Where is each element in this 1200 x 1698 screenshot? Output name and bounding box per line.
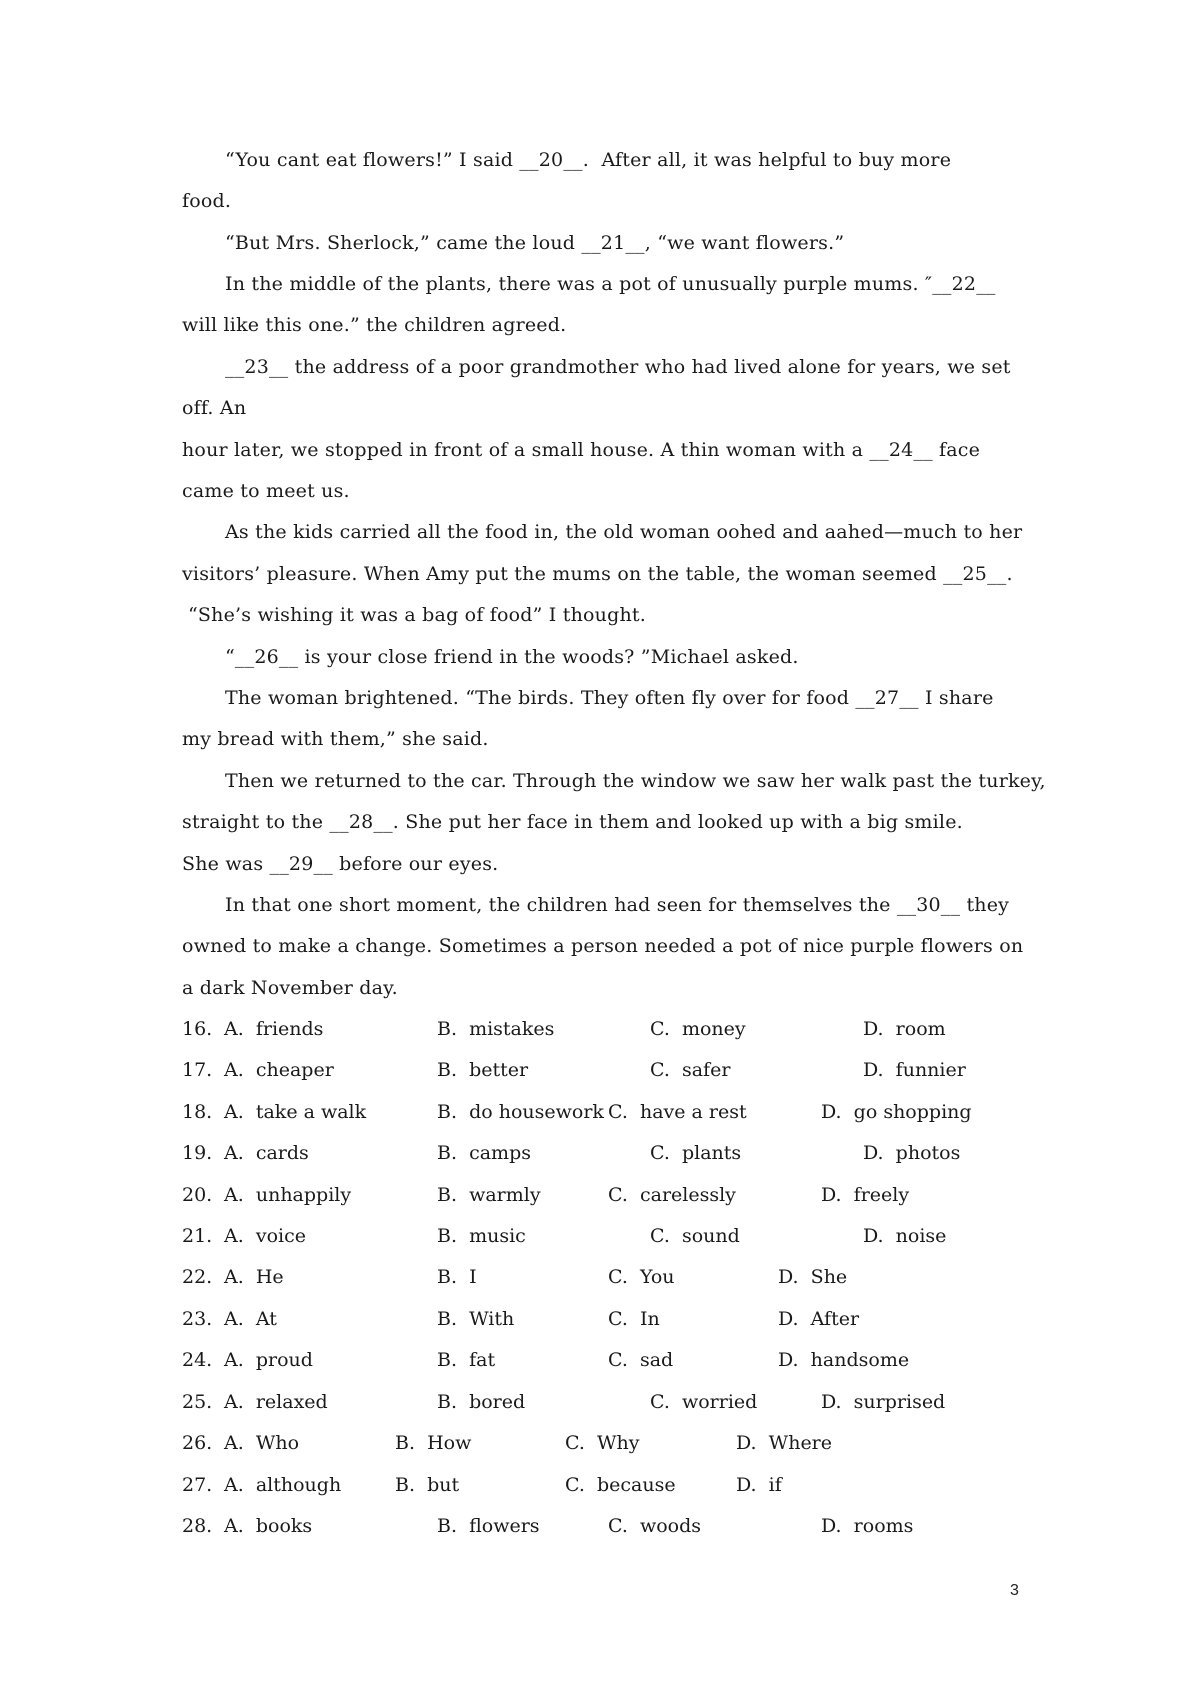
question-number: 24. xyxy=(182,1349,213,1371)
option-d: D. freely xyxy=(821,1184,910,1206)
question-number: 26. xyxy=(182,1432,213,1454)
option-d: D. photos xyxy=(863,1142,961,1164)
option-c: C. sound xyxy=(650,1225,740,1247)
option-a: A. although xyxy=(224,1474,342,1496)
question-number: 19. xyxy=(182,1142,213,1164)
option-a: A. unhappily xyxy=(224,1184,352,1206)
option-c: C. Why xyxy=(565,1432,640,1454)
option-b: B. I xyxy=(437,1266,477,1288)
passage-line: straight to the __28__. She put her face in them and looked up with a big smile. xyxy=(182,811,963,833)
passage-line: hour later, we stopped in front of a small house. A thin woman with a __24__ face xyxy=(182,439,981,461)
option-b: B. warmly xyxy=(437,1184,541,1206)
option-a: A. He xyxy=(224,1266,284,1288)
question-number: 16. xyxy=(182,1018,213,1040)
question-number: 20. xyxy=(182,1184,213,1206)
option-c: C. In xyxy=(608,1308,660,1330)
option-d: D. surprised xyxy=(821,1391,946,1413)
passage-line: She was __29__ before our eyes. xyxy=(182,853,499,875)
option-c: C. because xyxy=(565,1474,676,1496)
option-d: D. if xyxy=(736,1474,782,1496)
passage-line: __23__ the address of a poor grandmother who had lived alone for years, we set xyxy=(225,356,1011,378)
option-b: B. fat xyxy=(437,1349,496,1371)
option-c: C. plants xyxy=(650,1142,742,1164)
option-d: D. room xyxy=(863,1018,946,1040)
option-b: B. camps xyxy=(437,1142,531,1164)
option-b: B. mistakes xyxy=(437,1018,555,1040)
option-b: B. With xyxy=(437,1308,515,1330)
passage-line: will like this one.” the children agreed. xyxy=(182,314,567,336)
option-row xyxy=(182,1382,1027,1424)
option-row xyxy=(182,1216,1027,1258)
option-d: D. funnier xyxy=(863,1059,966,1081)
option-d: D. noise xyxy=(863,1225,947,1247)
passage-line: “But Mrs. Sherlock,” came the loud __21__, “we want flowers.” xyxy=(225,232,845,254)
question-number: 21. xyxy=(182,1225,213,1247)
option-row xyxy=(182,1299,1027,1341)
question-number: 28. xyxy=(182,1515,213,1537)
option-c: C. worried xyxy=(650,1391,758,1413)
option-a: A. voice xyxy=(224,1225,306,1247)
option-d: D. Where xyxy=(736,1432,833,1454)
option-row xyxy=(182,1257,1027,1299)
passage-line: “She’s wishing it was a bag of food” I thought. xyxy=(188,604,646,626)
passage-line: my bread with them,” she said. xyxy=(182,728,489,750)
option-b: B. music xyxy=(437,1225,526,1247)
question-number: 22. xyxy=(182,1266,213,1288)
option-a: A. proud xyxy=(224,1349,313,1371)
option-a: A. cards xyxy=(224,1142,309,1164)
passage-line: In the middle of the plants, there was a pot of unusually purple mums. ″__22__ xyxy=(225,273,996,295)
option-c: C. woods xyxy=(608,1515,702,1537)
passage-line: The woman brightened. “The birds. They often fly over for food __27__ I share xyxy=(225,687,994,709)
option-row xyxy=(182,1092,1027,1134)
option-row xyxy=(182,1175,1027,1217)
option-d: D. After xyxy=(778,1308,860,1330)
option-a: A. Who xyxy=(224,1432,300,1454)
passage-line: off. An xyxy=(182,397,247,419)
option-d: D. rooms xyxy=(821,1515,914,1537)
option-c: C. money xyxy=(650,1018,746,1040)
option-row xyxy=(182,1465,1027,1507)
option-b: B. better xyxy=(437,1059,529,1081)
option-a: A. cheaper xyxy=(224,1059,334,1081)
question-number: 23. xyxy=(182,1308,213,1330)
passage-line: a dark November day. xyxy=(182,977,398,999)
option-a: A. relaxed xyxy=(224,1391,328,1413)
passage-line: visitors’ pleasure. When Amy put the mums on the table, the woman seemed __25__. xyxy=(182,563,1013,585)
option-b: B. flowers xyxy=(437,1515,540,1537)
passage-line: Then we returned to the car. Through the window we saw her walk past the turkey, xyxy=(225,770,1046,792)
option-c: C. safer xyxy=(650,1059,731,1081)
option-b: B. bored xyxy=(437,1391,526,1413)
option-c: C. carelessly xyxy=(608,1184,736,1206)
option-b: B. but xyxy=(395,1474,460,1496)
option-a: A. friends xyxy=(224,1018,324,1040)
option-row xyxy=(182,1340,1027,1382)
page-number: 3 xyxy=(1010,1582,1019,1599)
option-row xyxy=(182,1133,1027,1175)
passage-line: food. xyxy=(182,190,232,212)
option-a: A. At xyxy=(224,1308,277,1330)
option-row xyxy=(182,1506,1027,1548)
option-row xyxy=(182,1050,1027,1092)
option-row xyxy=(182,1009,1027,1051)
option-c: C. have a rest xyxy=(608,1101,747,1123)
passage-line: owned to make a change. Sometimes a person needed a pot of nice purple flowers on xyxy=(182,935,1024,957)
option-row xyxy=(182,1423,1027,1465)
option-c: C. sad xyxy=(608,1349,674,1371)
option-b: B. How xyxy=(395,1432,472,1454)
question-number: 27. xyxy=(182,1474,213,1496)
option-b: B. do housework xyxy=(437,1101,604,1123)
question-number: 25. xyxy=(182,1391,213,1413)
passage-line: “You cant eat flowers!” I said __20__. After all, it was helpful to buy more xyxy=(225,149,952,171)
option-a: A. take a walk xyxy=(224,1101,367,1123)
question-number: 18. xyxy=(182,1101,213,1123)
option-a: A. books xyxy=(224,1515,313,1537)
option-d: D. go shopping xyxy=(821,1101,972,1123)
option-d: D. handsome xyxy=(778,1349,910,1371)
passage-line: In that one short moment, the children had seen for themselves the __30__ they xyxy=(225,894,1010,916)
option-d: D. She xyxy=(778,1266,848,1288)
option-c: C. You xyxy=(608,1266,675,1288)
passage-line: “__26__ is your close friend in the woods? ”Michael asked. xyxy=(225,646,799,668)
question-number: 17. xyxy=(182,1059,213,1081)
passage-line: came to meet us. xyxy=(182,480,350,502)
passage-line: As the kids carried all the food in, the old woman oohed and aahed—much to her xyxy=(225,521,1023,543)
